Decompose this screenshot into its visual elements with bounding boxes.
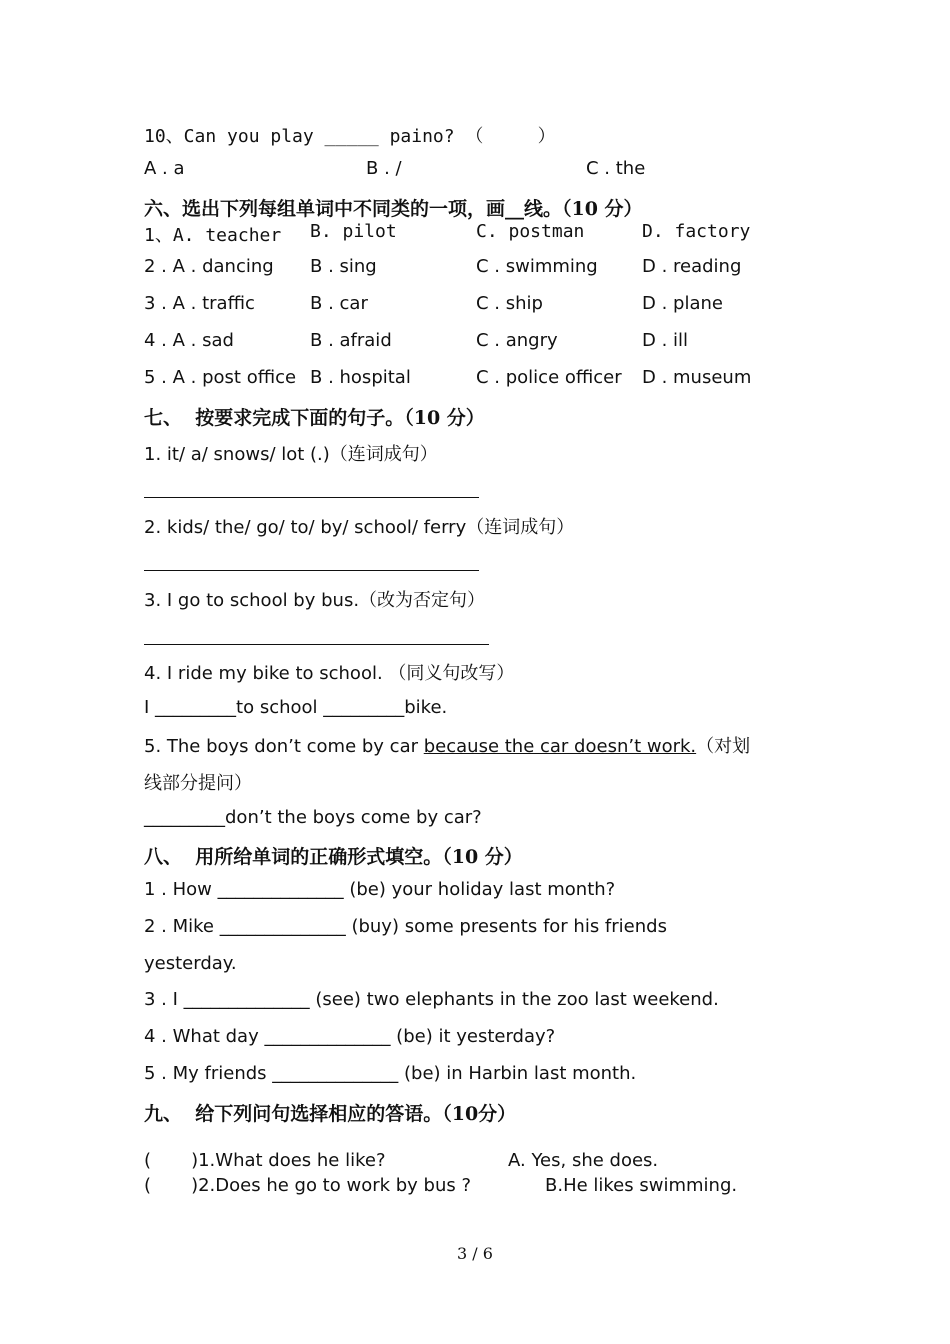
section-6-heading: 六、选出下列每组单词中不同类的一项，画__线。（10 分） <box>144 198 643 220</box>
sec8-item-3: 3 . I ______________ (see) two elephants in the zoo last weekend. <box>144 989 719 1010</box>
sec9-question-2: ( )2.Does he go to work by bus ? <box>144 1175 472 1196</box>
answer-line-3 <box>144 644 489 645</box>
sec7-question-4-fill: I _________to school _________bike. <box>144 697 448 718</box>
row-2-option-a: 2 . A . dancing <box>144 256 274 277</box>
sec7-question-5-cont: 线部分提问） <box>144 773 252 794</box>
row-5-option-c: C . police officer <box>476 367 622 388</box>
sec9-answer-b: B.He likes swimming. <box>545 1175 738 1196</box>
row-4-option-d: D . ill <box>642 330 689 351</box>
row-5-option-b: B . hospital <box>310 367 411 388</box>
row-5-option-a: 5 . A . post office <box>144 367 297 388</box>
row-2-option-b: B . sing <box>310 256 377 277</box>
row-4-option-c: C . angry <box>476 330 558 351</box>
answer-line-1 <box>144 497 479 498</box>
q5-prefix: 5. The boys don’t come by car <box>144 736 424 757</box>
sec8-item-1: 1 . How ______________ (be) your holiday last month? <box>144 879 616 900</box>
row-3-option-c: C . ship <box>476 293 543 314</box>
sec8-item-4: 4 . What day ______________ (be) it yesterday? <box>144 1026 556 1047</box>
row-5-option-d: D . museum <box>642 367 752 388</box>
question-10-stem: 10、Can you play _____ paino? （ ） <box>144 126 556 147</box>
q5-underlined-part: because the car doesn’t work. <box>423 736 697 757</box>
q10-option-b: B . / <box>366 158 402 179</box>
sec7-question-1: 1. it/ a/ snows/ lot (.)（连词成句） <box>144 444 438 465</box>
sec7-question-4: 4. I ride my bike to school. （同义句改写） <box>144 663 515 684</box>
row-4-option-b: B . afraid <box>310 330 392 351</box>
page-number: 3 / 6 <box>457 1244 493 1263</box>
sec8-item-2: 2 . Mike ______________ (buy) some presents for his friends <box>144 916 667 937</box>
row-1-option-a: 1、A. teacher <box>144 225 282 246</box>
row-2-option-d: D . reading <box>642 256 742 277</box>
q5-suffix: （对划 <box>696 736 751 757</box>
sec8-item-5: 5 . My friends ______________ (be) in Harbin last month. <box>144 1063 637 1084</box>
section-9-heading: 九、 给下列问句选择相应的答语。（10分） <box>144 1103 517 1125</box>
sec9-answer-a: A. Yes, she does. <box>508 1150 659 1171</box>
row-2-option-c: C . swimming <box>476 256 598 277</box>
sec7-question-2: 2. kids/ the/ go/ to/ by/ school/ ferry（连词成句） <box>144 517 575 538</box>
sec9-question-1: ( )1.What does he like? <box>144 1150 386 1171</box>
row-3-option-d: D . plane <box>642 293 723 314</box>
row-1-option-b: B. pilot <box>310 221 397 242</box>
sec7-question-5-fill: _________don’t the boys come by car? <box>144 807 482 828</box>
row-1-option-c: C. postman <box>476 221 585 242</box>
row-1-option-d: D. factory <box>642 221 751 242</box>
row-4-option-a: 4 . A . sad <box>144 330 234 351</box>
answer-line-2 <box>144 570 479 571</box>
sec7-question-3: 3. I go to school by bus.（改为否定句） <box>144 590 486 611</box>
row-3-option-a: 3 . A . traffic <box>144 293 255 314</box>
q10-option-a: A . a <box>144 158 185 179</box>
sec7-question-5 <box>144 732 750 758</box>
sec8-item-2-cont: yesterday. <box>144 953 237 974</box>
section-7-heading: 七、 按要求完成下面的句子。（10 分） <box>144 407 485 429</box>
section-8-heading: 八、 用所给单词的正确形式填空。（10 分） <box>144 846 523 868</box>
q10-option-c: C . the <box>586 158 646 179</box>
row-3-option-b: B . car <box>310 293 368 314</box>
